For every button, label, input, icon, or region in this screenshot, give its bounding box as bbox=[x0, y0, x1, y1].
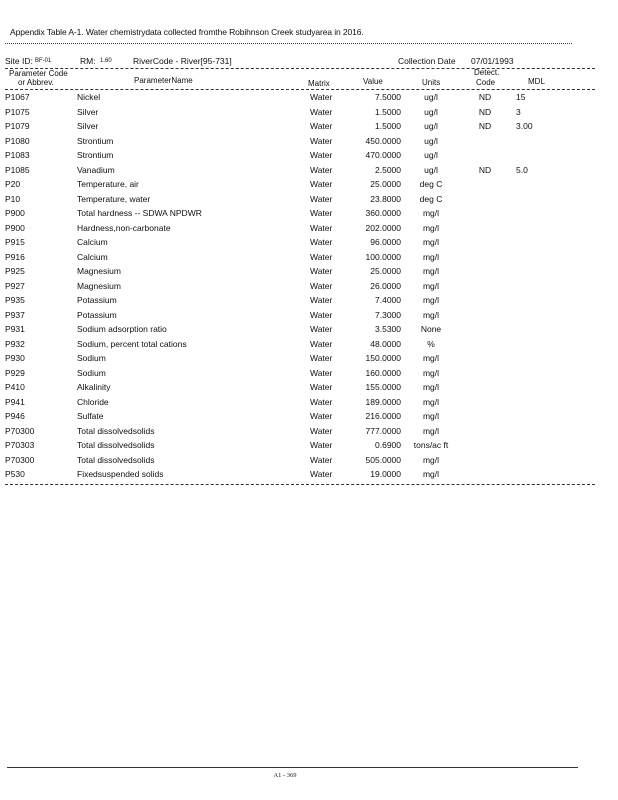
cell-units: ug/l bbox=[424, 92, 438, 102]
cell-units: deg C bbox=[419, 179, 443, 189]
collection-date-value: 07/01/1993 bbox=[471, 56, 514, 66]
cell-param-name: Vanadium bbox=[77, 164, 115, 175]
rm-value: 1.60 bbox=[100, 58, 112, 64]
cell-param-name: Silver bbox=[77, 121, 99, 131]
cell-units: mg/l bbox=[422, 367, 440, 378]
cell-param-name: Fixedsuspended solids bbox=[77, 469, 164, 479]
cell-param-code: P20 bbox=[5, 179, 21, 189]
cell-matrix: Water bbox=[310, 193, 333, 204]
cell-param-code: P1067 bbox=[5, 92, 30, 102]
cell-detect-code: ND bbox=[478, 164, 492, 175]
title-divider bbox=[5, 43, 572, 44]
table-title: Appendix Table A-1. Water chemistrydata collected fromthe Robihnson Creek studyarea in 2016. bbox=[10, 27, 364, 37]
cell-param-code: P931 bbox=[5, 324, 25, 334]
cell-value: 202.0000 bbox=[365, 222, 401, 233]
table-row bbox=[0, 208, 618, 223]
cell-value: 216.0000 bbox=[365, 411, 401, 421]
cell-matrix: Water bbox=[310, 440, 333, 450]
cell-param-name: Sodium adsorption ratio bbox=[77, 324, 167, 334]
cell-param-code: P929 bbox=[5, 367, 25, 378]
cell-value: 100.0000 bbox=[365, 251, 401, 262]
cell-param-name: Temperature, water bbox=[77, 193, 151, 204]
cell-param-name: Temperature, air bbox=[77, 179, 139, 189]
cell-value: 3.5300 bbox=[375, 324, 401, 334]
cell-param-code: P927 bbox=[5, 280, 25, 291]
cell-matrix: Water bbox=[310, 309, 333, 320]
table-row bbox=[0, 223, 618, 238]
header-param-name: ParameterName bbox=[134, 76, 193, 85]
header-matrix: Matrix bbox=[308, 79, 330, 88]
cell-param-code: P932 bbox=[5, 338, 25, 349]
cell-units: mg/l bbox=[422, 266, 440, 276]
cell-value: 2.5000 bbox=[375, 164, 401, 175]
table-row bbox=[0, 411, 618, 426]
cell-units: ug/l bbox=[424, 106, 438, 117]
cell-units: ug/l bbox=[424, 135, 438, 146]
table-row bbox=[0, 281, 618, 296]
cell-value: 7.4000 bbox=[375, 295, 401, 305]
cell-matrix: Water bbox=[310, 135, 333, 146]
cell-units: ug/l bbox=[424, 150, 438, 160]
cell-param-code: P900 bbox=[5, 222, 25, 233]
cell-param-name: Strontium bbox=[77, 135, 114, 146]
cell-units: mg/l bbox=[422, 251, 440, 262]
cell-param-code: P1085 bbox=[5, 164, 30, 175]
cell-units: deg C bbox=[419, 193, 443, 204]
cell-param-name: Potassium bbox=[77, 295, 117, 305]
cell-mdl: 5.0 bbox=[516, 164, 528, 175]
cell-units: None bbox=[420, 324, 442, 334]
table-row bbox=[0, 426, 618, 441]
cell-matrix: Water bbox=[310, 179, 333, 189]
cell-value: 1.5000 bbox=[375, 121, 401, 131]
table-row bbox=[0, 150, 618, 165]
header-detect-code: Code bbox=[476, 78, 496, 87]
cell-matrix: Water bbox=[310, 295, 333, 305]
table-bottom-rule bbox=[5, 484, 595, 485]
cell-value: 25.0000 bbox=[370, 179, 401, 189]
cell-matrix: Water bbox=[310, 396, 333, 407]
cell-param-name: Chloride bbox=[77, 396, 109, 407]
cell-units: mg/l bbox=[422, 222, 440, 233]
river-code: RiverCode - River[95-731] bbox=[133, 56, 232, 66]
table-row bbox=[0, 107, 618, 122]
cell-param-code: P70303 bbox=[5, 440, 35, 450]
table-row bbox=[0, 237, 618, 252]
cell-value: 7.3000 bbox=[375, 309, 401, 320]
cell-units: mg/l bbox=[422, 382, 440, 392]
cell-param-name: Total dissolvedsolids bbox=[77, 454, 155, 465]
cell-units: mg/l bbox=[422, 353, 440, 363]
cell-matrix: Water bbox=[310, 222, 333, 233]
table-row bbox=[0, 252, 618, 267]
cell-param-name: Alkalinity bbox=[77, 382, 111, 392]
cell-param-code: P916 bbox=[5, 251, 25, 262]
cell-matrix: Water bbox=[310, 164, 333, 175]
table-row bbox=[0, 382, 618, 397]
table-row bbox=[0, 165, 618, 180]
cell-value: 23.8000 bbox=[370, 193, 401, 204]
site-id-value: BF-01 bbox=[35, 58, 52, 64]
cell-value: 25.0000 bbox=[370, 266, 401, 276]
cell-units: mg/l bbox=[422, 425, 440, 436]
cell-units: mg/l bbox=[422, 280, 440, 291]
cell-param-code: P930 bbox=[5, 353, 25, 363]
cell-detect-code: ND bbox=[478, 106, 492, 117]
table-row bbox=[0, 397, 618, 412]
table-row bbox=[0, 324, 618, 339]
cell-value: 777.0000 bbox=[365, 425, 401, 436]
cell-param-name: Total dissolvedsolids bbox=[77, 440, 155, 450]
header-top-rule bbox=[5, 68, 595, 69]
cell-param-code: P900 bbox=[5, 208, 25, 218]
cell-param-name: Strontium bbox=[77, 150, 114, 160]
cell-value: 189.0000 bbox=[365, 396, 401, 407]
cell-units: mg/l bbox=[422, 295, 440, 305]
table-row bbox=[0, 136, 618, 151]
table-row bbox=[0, 469, 618, 484]
cell-value: 1.5000 bbox=[375, 106, 401, 117]
cell-units: mg/l bbox=[422, 309, 440, 320]
cell-value: 160.0000 bbox=[365, 367, 401, 378]
site-info-line bbox=[0, 56, 618, 68]
header-bottom-rule bbox=[5, 89, 595, 90]
cell-param-name: Calcium bbox=[77, 237, 108, 247]
cell-matrix: Water bbox=[310, 251, 333, 262]
table-row bbox=[0, 368, 618, 383]
cell-matrix: Water bbox=[310, 411, 333, 421]
table-row bbox=[0, 266, 618, 281]
cell-value: 48.0000 bbox=[370, 338, 401, 349]
table-row bbox=[0, 121, 618, 136]
cell-param-code: P946 bbox=[5, 411, 25, 421]
cell-matrix: Water bbox=[310, 425, 333, 436]
site-id-label: Site ID: bbox=[5, 56, 33, 66]
cell-matrix: Water bbox=[310, 353, 333, 363]
cell-param-name: Potassium bbox=[77, 309, 117, 320]
cell-param-name: Sodium bbox=[77, 353, 106, 363]
cell-matrix: Water bbox=[310, 150, 333, 160]
cell-matrix: Water bbox=[310, 454, 333, 465]
cell-value: 7.5000 bbox=[375, 92, 401, 102]
cell-param-code: P1079 bbox=[5, 121, 30, 131]
header-mdl: MDL bbox=[528, 77, 545, 86]
cell-param-name: Calcium bbox=[77, 251, 108, 262]
cell-param-name: Magnesium bbox=[77, 280, 121, 291]
cell-value: 150.0000 bbox=[365, 353, 401, 363]
cell-param-code: P410 bbox=[5, 382, 25, 392]
cell-value: 470.0000 bbox=[365, 150, 401, 160]
cell-units: tons/ac ft bbox=[413, 440, 449, 450]
cell-param-code: P530 bbox=[5, 469, 25, 479]
cell-param-code: P935 bbox=[5, 295, 25, 305]
cell-units: ug/l bbox=[424, 121, 438, 131]
header-param-abbrev: or Abbrev. bbox=[18, 78, 54, 87]
footer-rule bbox=[7, 767, 578, 768]
cell-param-name: Total dissolvedsolids bbox=[77, 425, 155, 436]
cell-mdl: 3.00 bbox=[516, 121, 533, 131]
table-row bbox=[0, 194, 618, 209]
table-row bbox=[0, 440, 618, 455]
cell-param-code: P70300 bbox=[5, 425, 35, 436]
collection-date-label: Collection Date bbox=[398, 56, 456, 66]
cell-units: mg/l bbox=[422, 411, 440, 421]
table-row bbox=[0, 92, 618, 107]
cell-matrix: Water bbox=[310, 469, 333, 479]
cell-param-code: P937 bbox=[5, 309, 25, 320]
cell-param-name: Hardness,non-carbonate bbox=[77, 222, 171, 233]
cell-matrix: Water bbox=[310, 324, 333, 334]
cell-param-code: P70300 bbox=[5, 454, 35, 465]
cell-param-code: P941 bbox=[5, 396, 25, 407]
cell-matrix: Water bbox=[310, 367, 333, 378]
cell-param-code: P1083 bbox=[5, 150, 30, 160]
header-detect: Detect. bbox=[474, 68, 500, 77]
cell-value: 450.0000 bbox=[365, 135, 401, 146]
cell-units: % bbox=[427, 338, 435, 349]
header-param-code: Parameter Code bbox=[9, 69, 68, 78]
cell-units: mg/l bbox=[422, 454, 440, 465]
cell-param-name: Magnesium bbox=[77, 266, 121, 276]
rm-label: RM: bbox=[80, 56, 96, 66]
cell-value: 26.0000 bbox=[370, 280, 401, 291]
table-row bbox=[0, 353, 618, 368]
cell-value: 19.0000 bbox=[370, 469, 401, 479]
cell-detect-code: ND bbox=[478, 121, 492, 131]
cell-units: mg/l bbox=[422, 469, 440, 479]
cell-matrix: Water bbox=[310, 382, 333, 392]
cell-param-code: P1080 bbox=[5, 135, 30, 146]
cell-param-name: Silver bbox=[77, 106, 99, 117]
cell-units: mg/l bbox=[422, 208, 440, 218]
cell-matrix: Water bbox=[310, 121, 333, 131]
cell-param-name: Sodium, percent total cations bbox=[77, 338, 187, 349]
table-row bbox=[0, 339, 618, 354]
cell-value: 505.0000 bbox=[365, 454, 401, 465]
cell-param-code: P925 bbox=[5, 266, 25, 276]
table-row bbox=[0, 310, 618, 325]
cell-matrix: Water bbox=[310, 106, 333, 117]
cell-param-name: Sodium bbox=[77, 367, 106, 378]
header-value: Value bbox=[363, 77, 383, 86]
cell-matrix: Water bbox=[310, 266, 333, 276]
cell-param-name: Total hardness -- SDWA NPDWR bbox=[77, 208, 202, 218]
cell-matrix: Water bbox=[310, 237, 333, 247]
cell-units: mg/l bbox=[422, 237, 440, 247]
cell-value: 96.0000 bbox=[370, 237, 401, 247]
cell-units: mg/l bbox=[422, 396, 440, 407]
cell-value: 0.6900 bbox=[375, 440, 401, 450]
cell-param-code: P10 bbox=[5, 193, 21, 204]
cell-param-code: P915 bbox=[5, 237, 25, 247]
cell-param-name: Nickel bbox=[77, 92, 101, 102]
cell-matrix: Water bbox=[310, 92, 333, 102]
cell-value: 360.0000 bbox=[365, 208, 401, 218]
cell-mdl: 15 bbox=[516, 92, 526, 102]
table-row bbox=[0, 295, 618, 310]
table-row bbox=[0, 455, 618, 470]
cell-matrix: Water bbox=[310, 280, 333, 291]
page-number: A1 - 369 bbox=[273, 772, 297, 779]
cell-units: ug/l bbox=[424, 164, 438, 175]
cell-detect-code: ND bbox=[478, 92, 492, 102]
header-units: Units bbox=[422, 78, 441, 87]
cell-matrix: Water bbox=[310, 338, 333, 349]
cell-matrix: Water bbox=[310, 208, 333, 218]
cell-param-code: P1075 bbox=[5, 106, 30, 117]
cell-param-name: Sulfate bbox=[77, 411, 104, 421]
table-row bbox=[0, 179, 618, 194]
cell-value: 155.0000 bbox=[365, 382, 401, 392]
cell-mdl: 3 bbox=[516, 106, 521, 117]
